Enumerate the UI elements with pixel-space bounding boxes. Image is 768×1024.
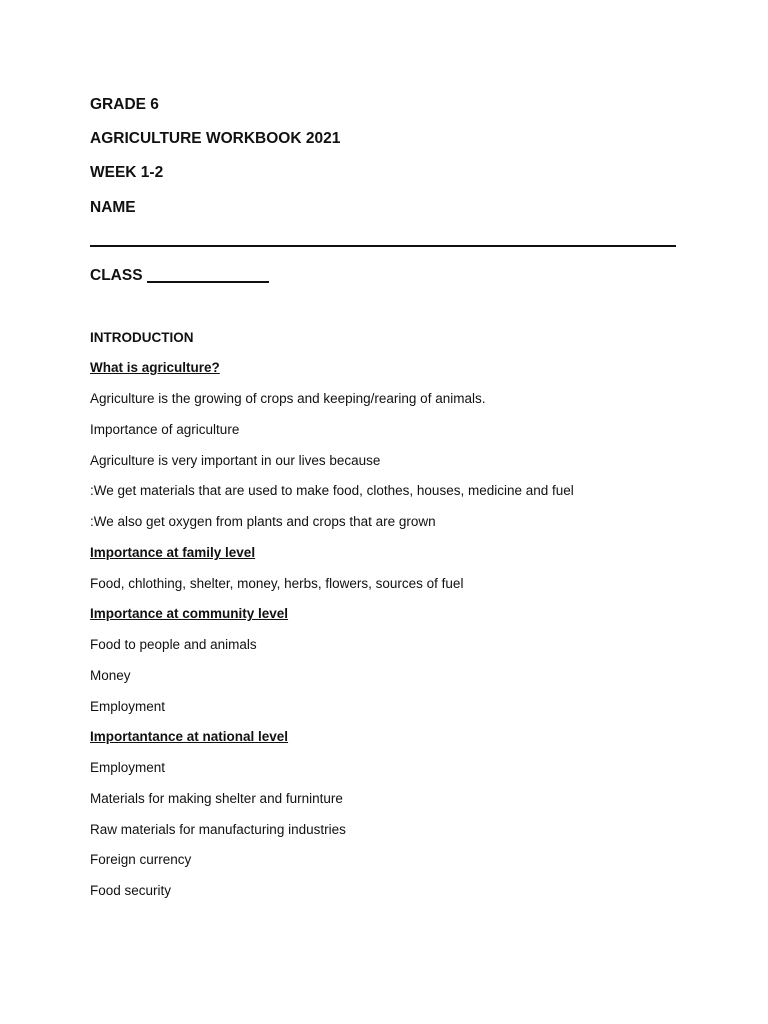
list-item: Raw materials for manufacturing industries bbox=[90, 822, 346, 837]
list-item: Food security bbox=[90, 883, 172, 898]
class-field bbox=[90, 268, 269, 284]
introduction-heading: INTRODUCTION bbox=[90, 330, 194, 345]
importance-label: Importance of agriculture bbox=[90, 422, 240, 437]
workbook-title: AGRICULTURE WORKBOOK 2021 bbox=[90, 130, 341, 147]
name-label: NAME bbox=[90, 199, 136, 216]
list-item: Materials for making shelter and furninture bbox=[90, 791, 343, 806]
list-item: Foreign currency bbox=[90, 852, 192, 867]
national-level-heading: Importantance at national level bbox=[90, 729, 289, 744]
list-item: Employment bbox=[90, 699, 166, 714]
community-level-heading: Importance at community level bbox=[90, 606, 289, 621]
class-label: CLASS bbox=[90, 267, 143, 284]
class-blank-line bbox=[147, 281, 269, 283]
family-level-heading: Importance at family level bbox=[90, 545, 256, 560]
name-blank-line bbox=[90, 245, 676, 247]
importance-point: :We get materials that are used to make food, clothes, houses, medicine and fuel bbox=[90, 483, 574, 498]
grade-title: GRADE 6 bbox=[90, 96, 159, 113]
list-item: Employment bbox=[90, 760, 166, 775]
list-item: Money bbox=[90, 668, 131, 683]
definition-text: Agriculture is the growing of crops and keeping/rearing of animals. bbox=[90, 391, 486, 406]
importance-point: :We also get oxygen from plants and crops that are grown bbox=[90, 514, 436, 529]
list-item: Food to people and animals bbox=[90, 637, 257, 652]
importance-intro: Agriculture is very important in our lives because bbox=[90, 453, 381, 468]
week-label: WEEK 1-2 bbox=[90, 164, 164, 181]
question-heading: What is agriculture? bbox=[90, 360, 220, 375]
list-item: Food, chlothing, shelter, money, herbs, flowers, sources of fuel bbox=[90, 576, 464, 591]
